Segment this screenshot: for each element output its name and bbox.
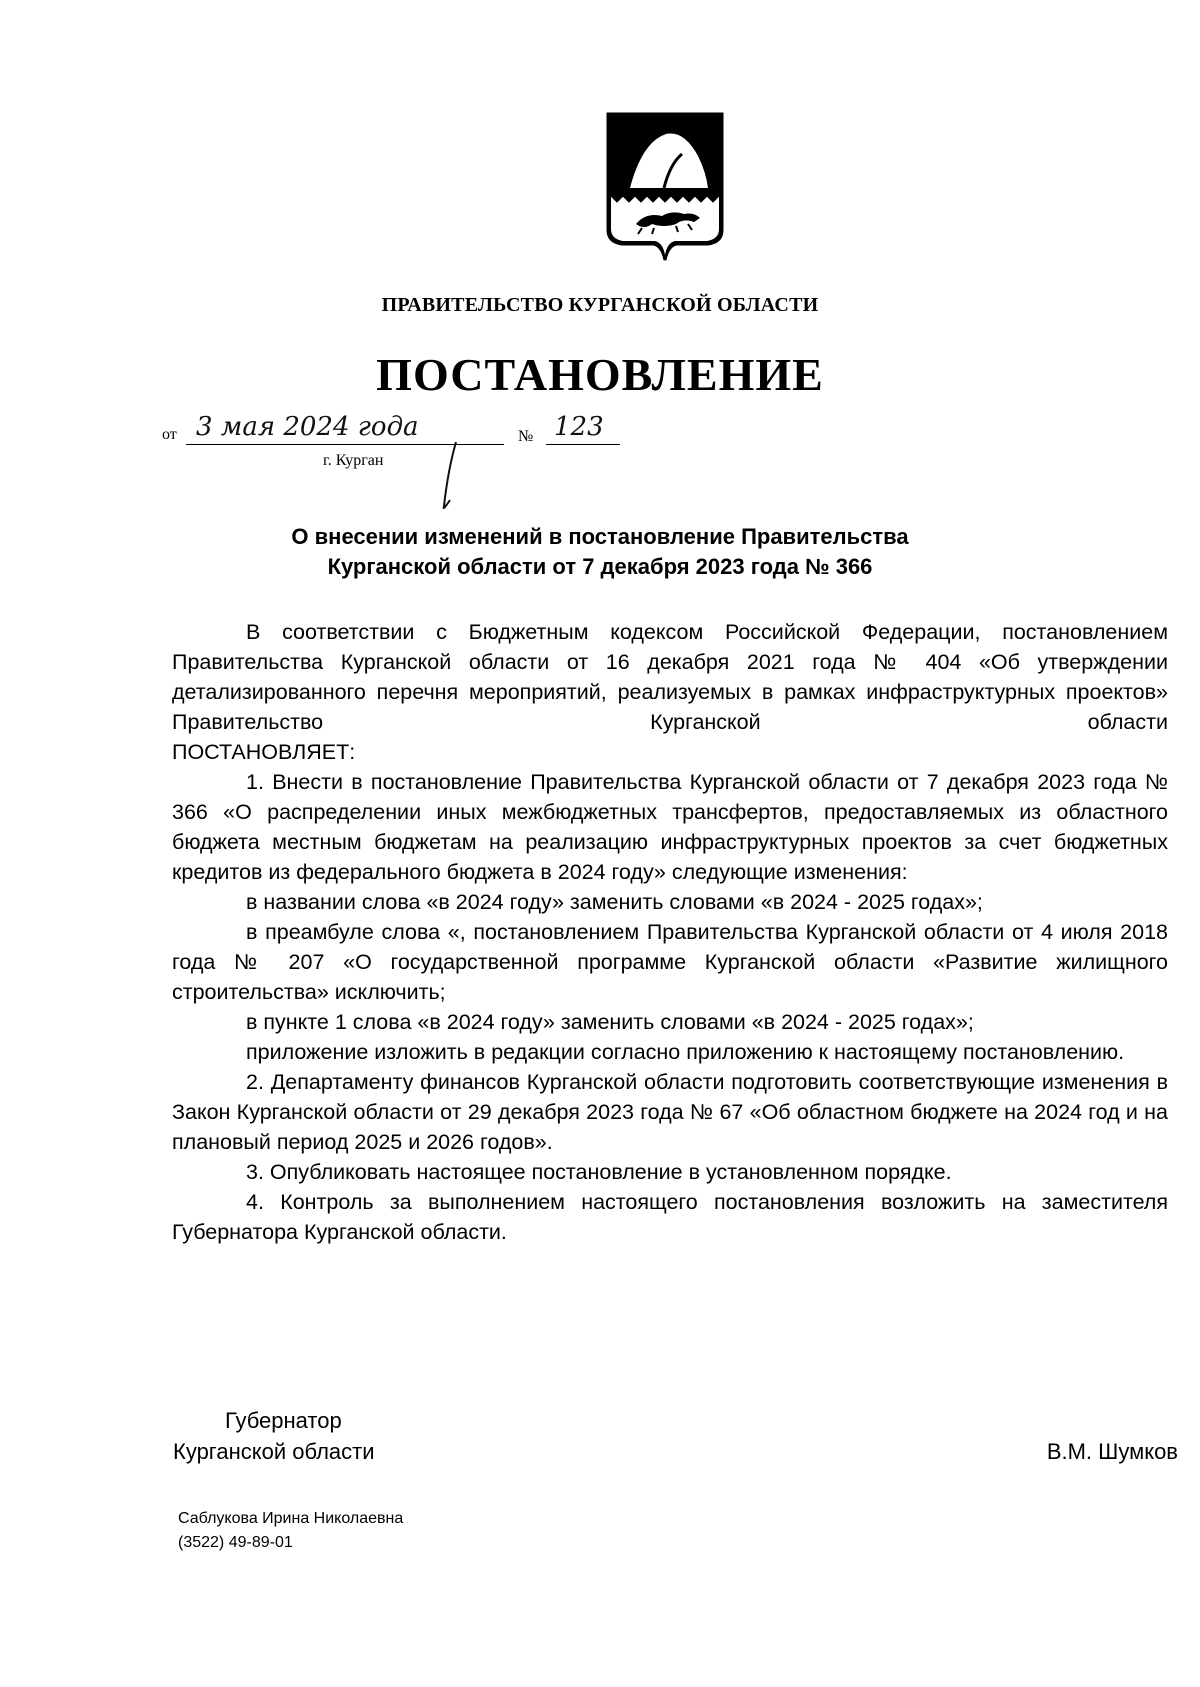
document-title-line-2: Курганской области от 7 декабря 2023 года № 366 — [327, 554, 873, 579]
document-title — [0, 522, 1200, 582]
body-paragraph: ПОСТАНОВЛЯЕТ: — [172, 740, 356, 764]
body-paragraph: в преамбуле слова «, постановлением Правительства Курганской области от 4 июля 2018 года № 207 «О государственной программе Курганской области «Развитие жилищного строительства» исключить; — [172, 920, 1168, 1004]
body-paragraph: в пункте 1 слова «в 2024 году» заменить словами «в 2024 - 2025 годах»; — [246, 1010, 974, 1034]
handwritten-flourish — [436, 440, 466, 517]
number-label: № — [518, 428, 534, 445]
handwritten-number: 123 — [554, 412, 604, 442]
signatory-name: В.М. Шумков — [1046, 1439, 1178, 1464]
kurgan-oblast-coat-of-arms-icon — [606, 112, 724, 264]
document-title-line-1: О внесении изменений в постановление Правительства — [291, 524, 909, 549]
contact-phone: (3522) 49-89-01 — [178, 1534, 293, 1551]
body-paragraph: 2. Департаменту финансов Курганской области подготовить соответствующие изменения в Закон Курганской области от 29 декабря 2023 года № 67 «Об областном бюджете на 2024 год и на плановый период 2025 и 2026 годов». — [172, 1070, 1168, 1154]
date-from-label: от — [162, 426, 177, 443]
signatory-position-line-1: Губернатор — [225, 1408, 342, 1433]
document-body — [172, 617, 1168, 1247]
document-type-heading: ПОСТАНОВЛЕНИЕ — [376, 349, 824, 400]
body-paragraph: 1. Внести в постановление Правительства Курганской области от 7 декабря 2023 года № 366 «О распределении иных межбюджетных трансфертов, предоставляемых из областного бюджета местным бюджетам на реализацию инфраструктурных проектов за счет бюджетных кредитов из федерального бюджета в 2024 году» следующие изменения: — [172, 770, 1168, 884]
contact-person-name: Саблукова Ирина Николаевна — [178, 1510, 404, 1527]
number-underline — [546, 444, 620, 445]
body-paragraph: в названии слова «в 2024 году» заменить словами «в 2024 - 2025 годах»; — [246, 890, 983, 914]
handwritten-date: 3 мая 2024 года — [196, 412, 419, 442]
body-paragraph: 3. Опубликовать настоящее постановление в установленном порядке. — [246, 1160, 952, 1184]
city-label: г. Курган — [323, 452, 384, 469]
signatory-position-line-2: Курганской области — [173, 1439, 375, 1464]
body-paragraph: приложение изложить в редакции согласно приложению к настоящему постановлению. — [246, 1040, 1125, 1064]
body-paragraph: 4. Контроль за выполнением настоящего постановления возложить на заместителя Губернатора Курганской области. — [172, 1190, 1168, 1244]
body-paragraph: В соответствии с Бюджетным кодексом Российской Федерации, постановлением Правительства Курганской области от 16 декабря 2021 года № 404 «Об утверждении детализированного перечня мероприятий, реализуемых в рамках инфраструктурных проектов» Правительство Курганской области — [172, 620, 1168, 734]
issuing-authority: ПРАВИТЕЛЬСТВО КУРГАНСКОЙ ОБЛАСТИ — [381, 294, 819, 316]
